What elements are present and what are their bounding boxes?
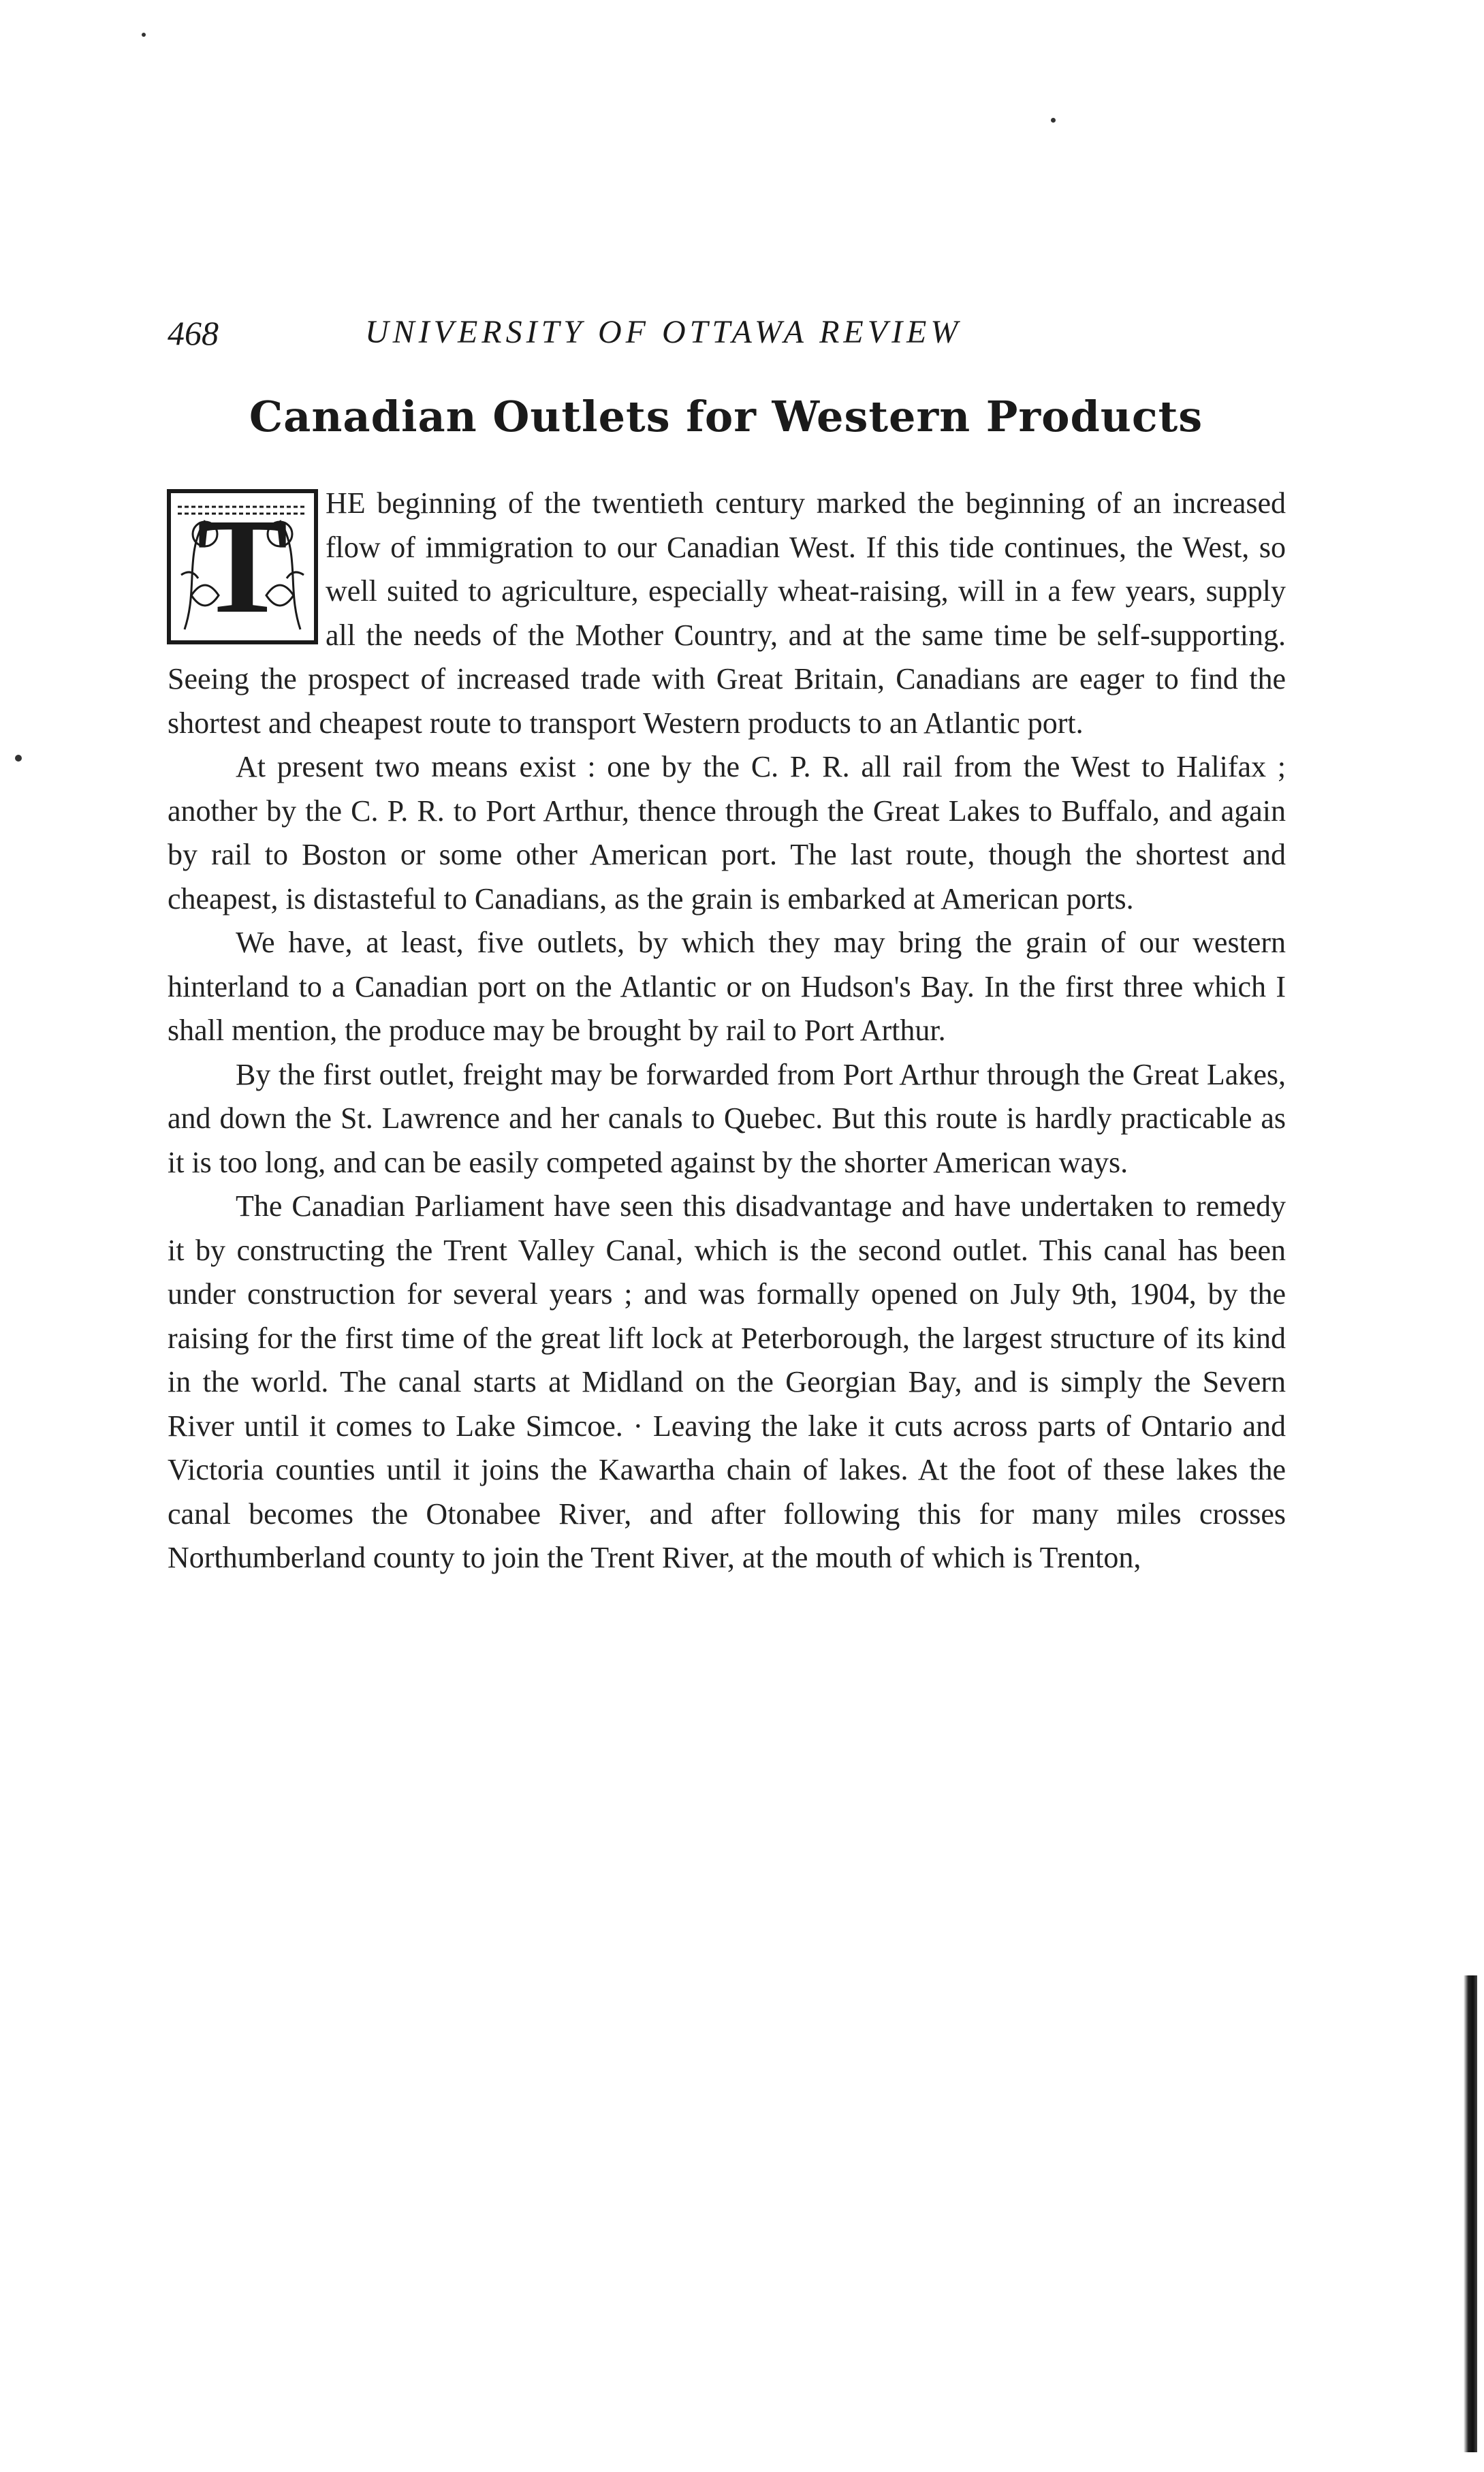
paragraph: At present two means exist : one by the C. P. R. all rail from the West to Halifax ; another by the C. P. R. to Port Arthur, thence through the Great Lakes to Buffalo, and again by rail to Boston or some other American port. The last route, though the shortest and cheapest, is distasteful to Canadians, as the grain is embarked at American ports. (168, 750, 1286, 916)
paragraph (168, 482, 1286, 745)
page-header (168, 313, 1284, 368)
article-body (168, 482, 1286, 1580)
paragraph: We have, at least, five outlets, by which they may bring the grain of our western hinterland to a Canadian port on the Atlantic or on Hudson's Bay. In the first three which I shall mention, the produce may be brought by rail to Port Arthur. (168, 926, 1286, 1047)
drop-cap-letter: T (197, 491, 288, 642)
scan-edge-shadow (1464, 1975, 1477, 2452)
paragraph: By the first outlet, freight may be forwarded from Port Arthur through the Great Lakes, and down the St. Lawrence and her canals to Quebec. But this route is hardly practicable as it is too long, and can be easily competed against by the shorter American ways. (168, 1057, 1286, 1179)
page-number: 468 (168, 314, 219, 352)
paragraph: The Canadian Parliament have seen this disadvantage and have undertaken to remedy it by constructing the Trent Valley Canal, which is the second outlet. This canal has been under construction for several years ; and was formally opened on July 9th, 1904, by the raising for the first time of the great lift lock at Peterborough, the largest structure of its kind in the world. The canal starts at Midland on the Georgian Bay, and is simply the Severn River until it comes to Lake Simcoe. · Leaving the lake it cuts across parts of Ontario and Victoria counties until it joins the Kawartha chain of lakes. At the foot of these lakes the canal becomes the Otonabee River, and after following this for many miles crosses Northumberland county to join the Trent River, at the mouth of which is Trenton, (168, 1189, 1286, 1574)
running-title: UNIVERSITY OF OTTAWA REVIEW (365, 314, 962, 350)
article-title: Canadian Outlets for Western Products (249, 392, 1203, 441)
paragraph-text: HE beginning of the twentieth century marked the beginning of an increased flow of immigration to our Canadian West. If this tide continues, the West, so well suited to agriculture, especially wheat-raising, will in a few years, supply all the needs of the Mother Country, and at the same time be self-supporting. Seeing the prospect of increased trade with Great Britain, Canadians are eager to find the shortest and cheapest route to transport Western products to an Atlantic port. (168, 486, 1286, 740)
scan-speck (142, 33, 146, 37)
scan-speck (1051, 118, 1056, 123)
scan-speck (15, 755, 22, 762)
drop-cap-space (168, 482, 326, 652)
